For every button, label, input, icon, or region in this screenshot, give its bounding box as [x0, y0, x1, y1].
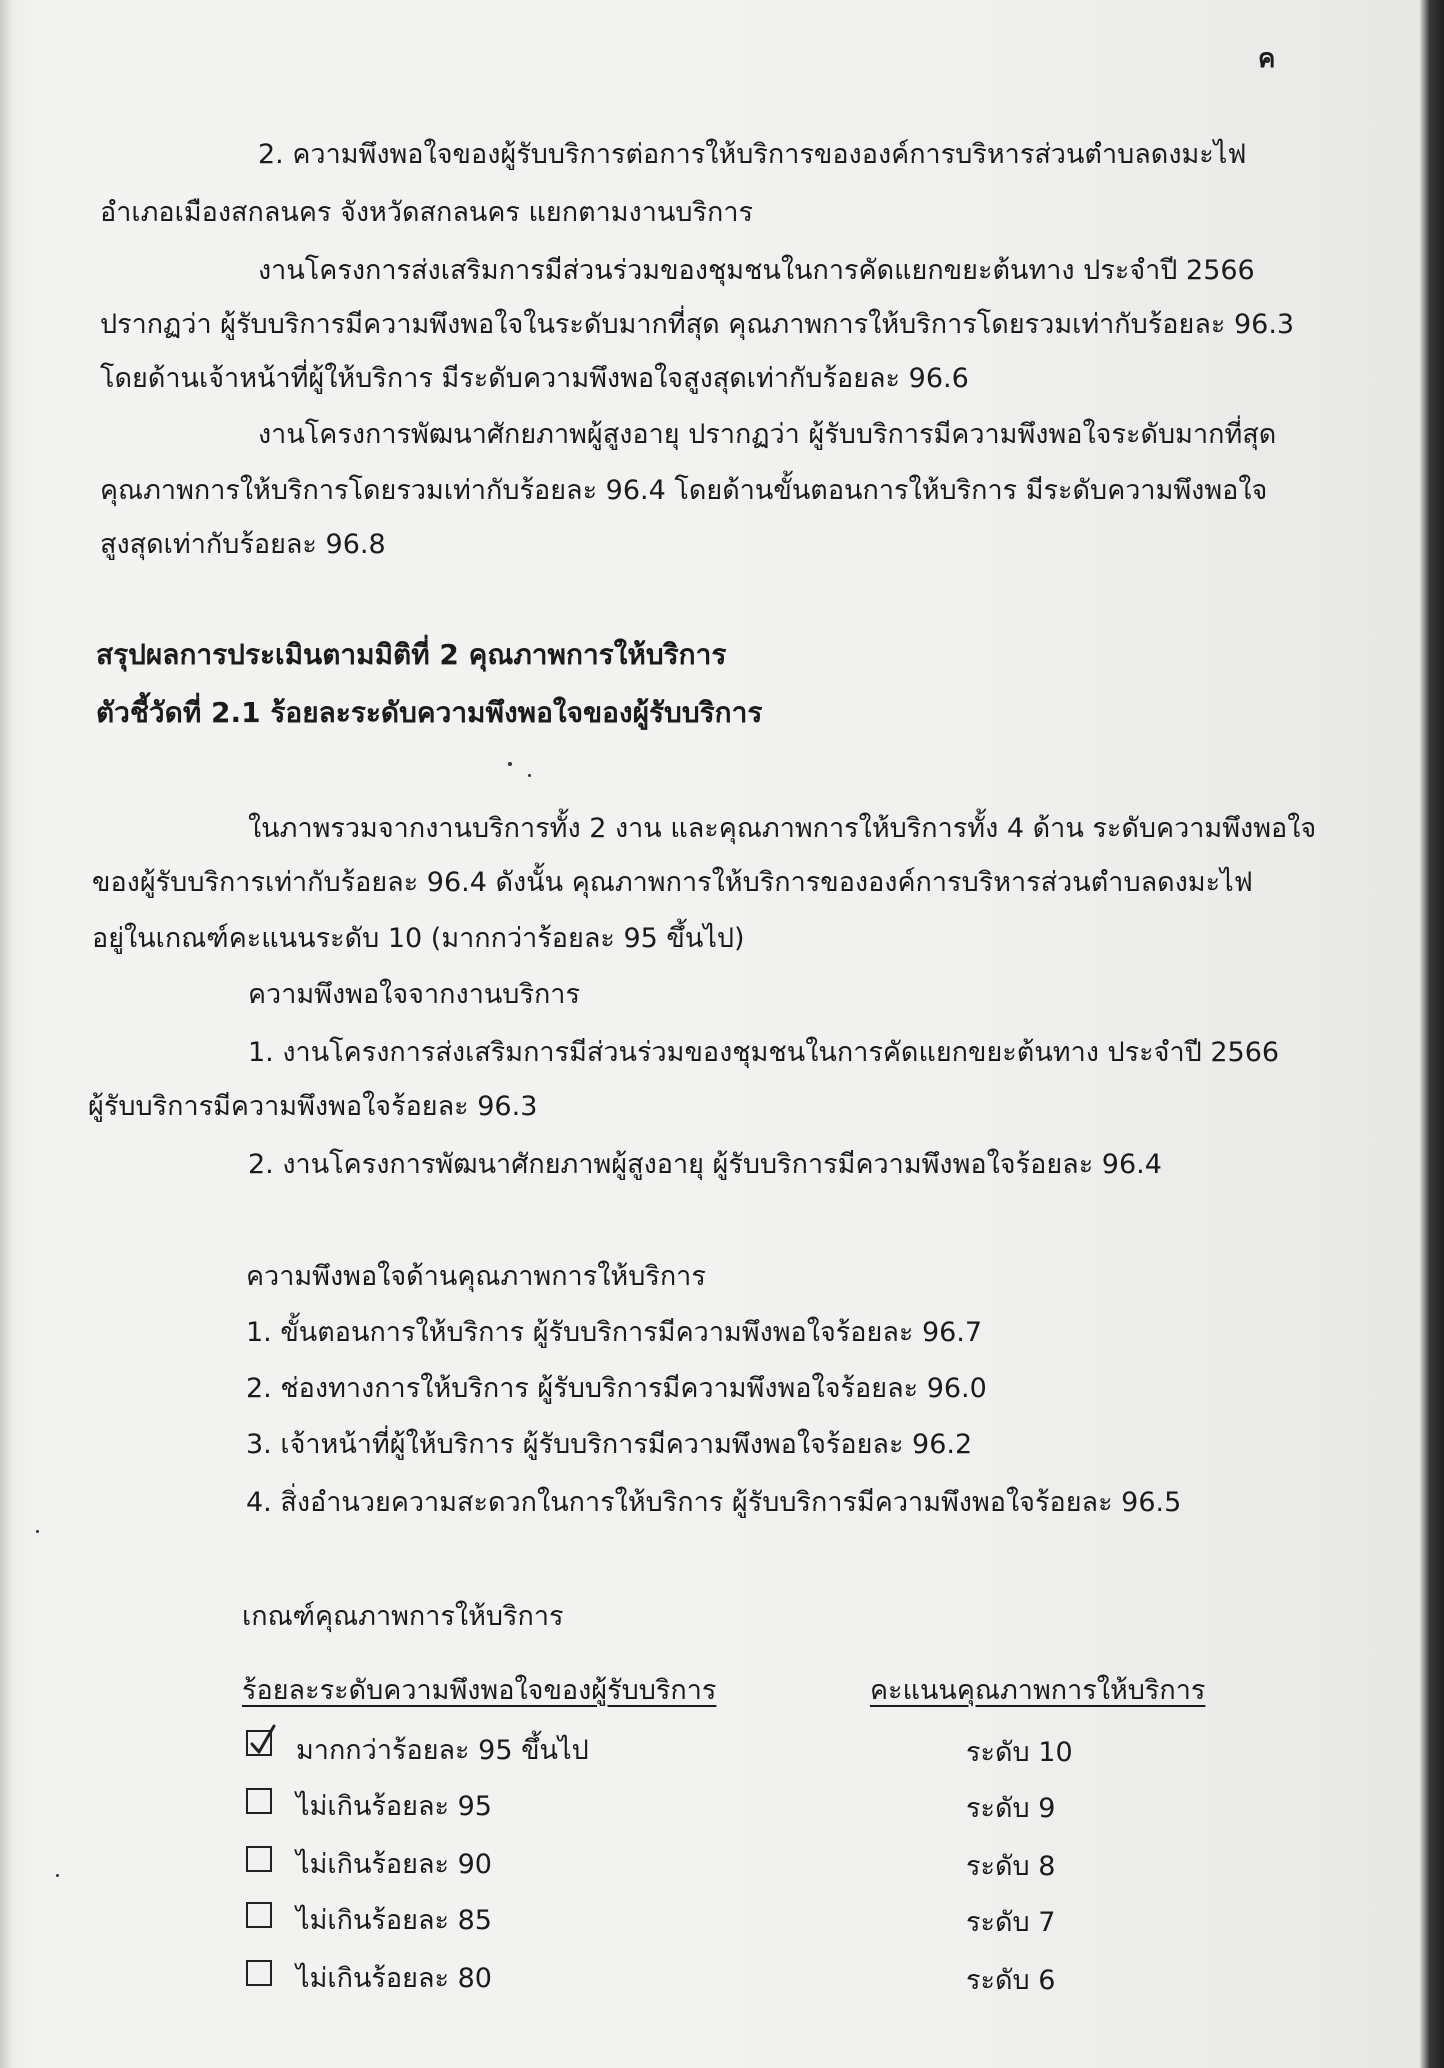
page-marker: ค — [1258, 44, 1276, 74]
checkbox-unchecked — [246, 1902, 272, 1928]
section2-para3-line3: สูงสุดเท่ากับร้อยละ 96.8 — [100, 529, 386, 560]
by-quality-heading: ความพึงพอใจด้านคุณภาพการให้บริการ — [246, 1261, 706, 1292]
section2-para2-line2: ปรากฏว่า ผู้รับบริการมีความพึงพอใจในระดับมากที่สุด คุณภาพการให้บริการโดยรวมเท่ากับร้อยละ 96.3 — [100, 309, 1295, 340]
indicator-heading: ตัวชี้วัดที่ 2.1 ร้อยละระดับความพึงพอใจของผู้รับบริการ — [96, 696, 763, 729]
criteria-row-label: ไม่เกินร้อยละ 95 — [296, 1791, 492, 1822]
checkbox-checked — [246, 1730, 272, 1756]
criteria-row-label: ไม่เกินร้อยละ 85 — [296, 1905, 492, 1936]
criteria-row-label: มากกว่าร้อยละ 95 ขึ้นไป — [296, 1735, 589, 1766]
criteria-row-label: ไม่เกินร้อยละ 80 — [296, 1963, 492, 1994]
by-service-heading: ความพึงพอใจจากงานบริการ — [248, 979, 580, 1010]
overview-line2: ของผู้รับบริการเท่ากับร้อยละ 96.4 ดังนั้น คุณภาพการให้บริการขององค์การบริหารส่วนตำบลดงมะไฟ — [92, 867, 1253, 898]
criteria-row-score: ระดับ 6 — [966, 1965, 1056, 1996]
overview-line1: ในภาพรวมจากงานบริการทั้ง 2 งาน และคุณภาพการให้บริการทั้ง 4 ด้าน ระดับความพึงพอใจ — [248, 813, 1317, 844]
criteria-row-score: ระดับ 8 — [966, 1851, 1056, 1882]
section2-para1-line2: อำเภอเมืองสกลนคร จังหวัดสกลนคร แยกตามงานบริการ — [100, 197, 754, 228]
service-item-2: 2. งานโครงการพัฒนาศักยภาพผู้สูงอายุ ผู้รับบริการมีความพึงพอใจร้อยละ 96.4 — [248, 1149, 1162, 1180]
page-left-shadow — [0, 0, 12, 2068]
check-mark-icon — [246, 1722, 280, 1760]
service-item-1-line1: 1. งานโครงการส่งเสริมการมีส่วนร่วมของชุมชนในการคัดแยกขยะต้นทาง ประจำปี 2566 — [248, 1037, 1280, 1068]
overview-line3: อยู่ในเกณฑ์คะแนนระดับ 10 (มากกว่าร้อยละ 95 ขึ้นไป) — [92, 923, 745, 954]
section2-para1-line1: 2. ความพึงพอใจของผู้รับบริการต่อการให้บริการขององค์การบริหารส่วนตำบลดงมะไฟ — [258, 139, 1247, 170]
criteria-col-left-header: ร้อยละระดับความพึงพอใจของผู้รับบริการ — [242, 1675, 717, 1706]
paper-speck — [508, 762, 512, 766]
quality-item: 4. สิ่งอำนวยความสะดวกในการให้บริการ ผู้รับบริการมีความพึงพอใจร้อยละ 96.5 — [246, 1487, 1182, 1518]
criteria-row-score: ระดับ 7 — [966, 1907, 1056, 1938]
section2-para3-line2: คุณภาพการให้บริการโดยรวมเท่ากับร้อยละ 96.4 โดยด้านขั้นตอนการให้บริการ มีระดับความพึงพอใจ — [100, 475, 1268, 506]
section2-para2-line3: โดยด้านเจ้าหน้าที่ผู้ให้บริการ มีระดับความพึงพอใจสูงสุดเท่ากับร้อยละ 96.6 — [100, 363, 969, 394]
criteria-row-label: ไม่เกินร้อยละ 90 — [296, 1849, 492, 1880]
quality-item: 1. ขั้นตอนการให้บริการ ผู้รับบริการมีความพึงพอใจร้อยละ 96.7 — [246, 1317, 983, 1348]
quality-item: 3. เจ้าหน้าที่ผู้ให้บริการ ผู้รับบริการมีความพึงพอใจร้อยละ 96.2 — [246, 1429, 973, 1460]
paper-speck — [36, 1530, 39, 1533]
checkbox-unchecked — [246, 1846, 272, 1872]
section2-para3-line1: งานโครงการพัฒนาศักยภาพผู้สูงอายุ ปรากฏว่า ผู้รับบริการมีความพึงพอใจระดับมากที่สุด — [258, 419, 1277, 450]
criteria-row-score: ระดับ 9 — [966, 1793, 1056, 1824]
quality-item: 2. ช่องทางการให้บริการ ผู้รับบริการมีความพึงพอใจร้อยละ 96.0 — [246, 1373, 987, 1404]
paper-speck — [528, 774, 531, 777]
checkbox-unchecked — [246, 1788, 272, 1814]
summary-heading: สรุปผลการประเมินตามมิติที่ 2 คุณภาพการให้บริการ — [96, 638, 727, 671]
criteria-heading: เกณฑ์คุณภาพการให้บริการ — [242, 1601, 564, 1632]
page-right-edge — [1420, 0, 1444, 2068]
criteria-row-score: ระดับ 10 — [966, 1737, 1073, 1768]
service-item-1-line2: ผู้รับบริการมีความพึงพอใจร้อยละ 96.3 — [88, 1091, 538, 1122]
paper-speck — [56, 1874, 59, 1877]
checkbox-unchecked — [246, 1960, 272, 1986]
criteria-col-right-header: คะแนนคุณภาพการให้บริการ — [870, 1675, 1206, 1706]
section2-para2-line1: งานโครงการส่งเสริมการมีส่วนร่วมของชุมชนในการคัดแยกขยะต้นทาง ประจำปี 2566 — [258, 255, 1255, 286]
